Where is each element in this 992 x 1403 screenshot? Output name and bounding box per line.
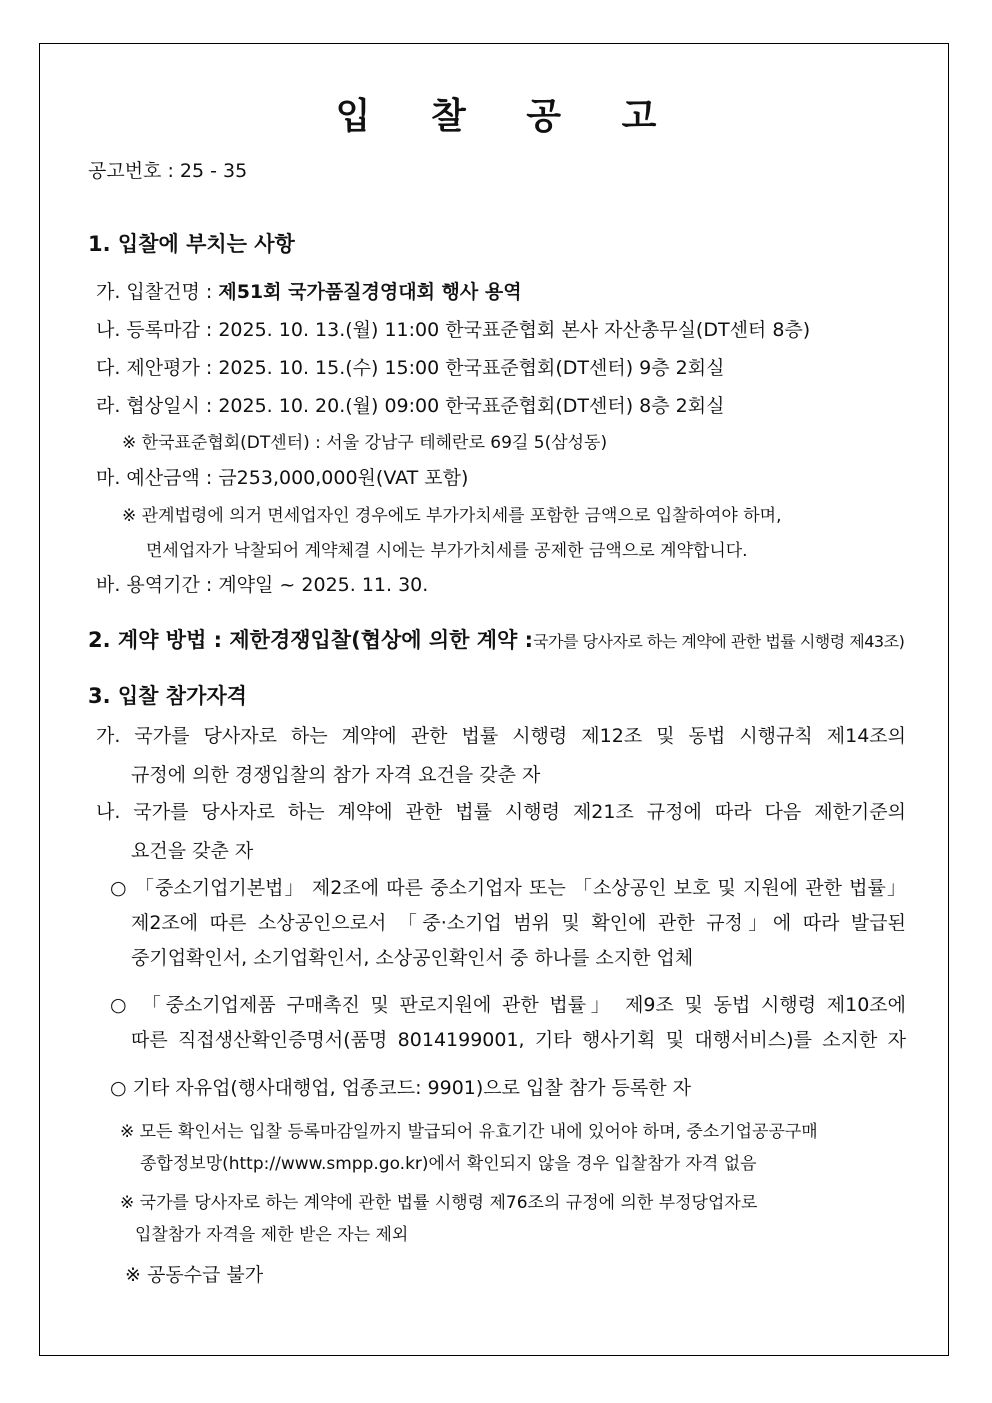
registration-deadline: 나. 등록마감 : 2025. 10. 13.(월) 11:00 한국표준협회 본사 자산총무실(DT센터 8층)	[96, 319, 811, 341]
debarment-note-line2: 입찰참가 자격을 제한 받은 자는 제외	[135, 1225, 409, 1245]
section2-heading	[88, 624, 904, 654]
certificate-note-line2: 종합정보망(http://www.smpp.go.kr)에서 확인되지 않을 경우 입찰참가 자격 없음	[140, 1154, 757, 1174]
document-title: 입 찰 공 고	[335, 96, 681, 137]
negotiation-date: 라. 협상일시 : 2025. 10. 20.(월) 09:00 한국표준협회(DT센터) 8층 2회실	[96, 395, 725, 417]
section3-heading: 3. 입찰 참가자격	[88, 684, 247, 708]
qualification-b-line1: 나. 국가를 당사자로 하는 계약에 관한 법률 시행령 제21조 규정에 따라 다음 제한기준의	[96, 801, 906, 823]
proposal-evaluation: 다. 제안평가 : 2025. 10. 15.(수) 15:00 한국표준협회(DT센터) 9층 2회실	[96, 357, 725, 379]
certificate-note-line1: ※ 모든 확인서는 입찰 등록마감일까지 발급되어 유효기간 내에 있어야 하며, 중소기업공공구매	[120, 1122, 818, 1142]
joint-bid-note: ※ 공동수급 불가	[125, 1264, 264, 1286]
budget-amount: 마. 예산금액 : 금253,000,000원(VAT 포함)	[96, 467, 469, 489]
bullet1-line3: 중기업확인서, 소기업확인서, 소상공인확인서 중 하나를 소지한 업체	[131, 947, 694, 969]
project-name: 제51회 국가품질경영대회 행사 용역	[218, 281, 522, 303]
qualification-a-line2: 규정에 의한 경쟁입찰의 참가 자격 요건을 갖춘 자	[131, 764, 541, 786]
bullet1-line2: 제2조에 따른 소상공인으로서 「중·소기업 범위 및 확인에 관한 규정」에 따라 발급된	[131, 912, 906, 934]
qualification-a-line1: 가. 국가를 당사자로 하는 계약에 관한 법률 시행령 제12조 및 동법 시행규칙 제14조의	[96, 725, 906, 747]
section1-heading: 1. 입찰에 부치는 사항	[88, 232, 295, 256]
project-label: 가. 입찰건명 :	[96, 281, 219, 303]
project-row	[96, 277, 522, 304]
bullet3: ○ 기타 자유업(행사대행업, 업종코드: 9901)으로 입찰 참가 등록한 자	[110, 1077, 692, 1099]
contract-citation: 국가를 당사자로 하는 계약에 관한 법률 시행령 제43조)	[533, 632, 905, 651]
tax-note-line2: 면세업자가 낙찰되어 계약체결 시에는 부가가치세를 공제한 금액으로 계약합니다.	[146, 541, 748, 561]
qualification-b-line2: 요건을 갖춘 자	[131, 840, 254, 862]
contract-method: 2. 계약 방법 : 제한경쟁입찰(협상에 의한 계약 :	[88, 628, 534, 652]
address-note: ※ 한국표준협회(DT센터) : 서울 강남구 테헤란로 69길 5(삼성동)	[122, 433, 608, 453]
notice-number: 공고번호 : 25 - 35	[88, 160, 248, 182]
bullet1-line1: ○ 「중소기업기본법」 제2조에 따른 중소기업자 또는 「소상공인 보호 및 지원에 관한 법률」	[110, 877, 906, 899]
bullet2-line1: ○ 「중소기업제품 구매촉진 및 판로지원에 관한 법률」 제9조 및 동법 시행령 제10조에	[110, 994, 906, 1016]
tax-note-line1: ※ 관계법령에 의거 면세업자인 경우에도 부가가치세를 포함한 금액으로 입찰하여야 하며,	[122, 506, 782, 526]
service-period: 바. 용역기간 : 계약일 ~ 2025. 11. 30.	[96, 574, 429, 596]
bullet2-line2: 따른 직접생산확인증명서(품명 8014199001, 기타 행사기획 및 대행서비스)를 소지한 자	[131, 1029, 906, 1051]
debarment-note-line1: ※ 국가를 당사자로 하는 계약에 관한 법률 시행령 제76조의 규정에 의한 부정당업자로	[120, 1193, 758, 1213]
